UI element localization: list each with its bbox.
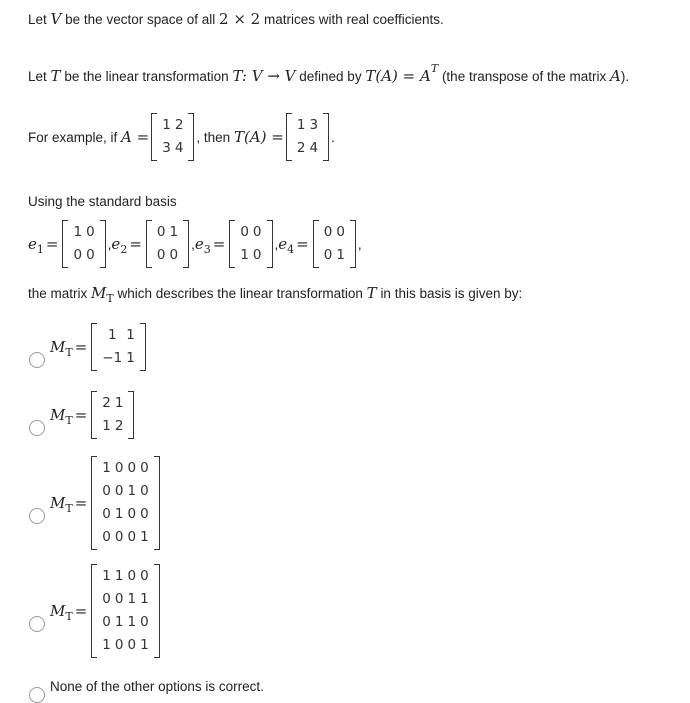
matrix-cell: 0 <box>323 224 333 240</box>
intro-matrices: matrices with real coefficients. <box>263 11 444 27</box>
matrix-cell: 0 <box>102 591 111 607</box>
matrix-cell: 0 <box>252 247 262 263</box>
matrix-cell: 1 <box>102 568 111 584</box>
option-d-matrix <box>91 564 159 658</box>
matrix-cell: 0 <box>140 483 149 499</box>
option-d[interactable] <box>50 564 162 658</box>
matrix-cell: 0 <box>102 483 111 499</box>
matrix-cell: 0 <box>114 483 124 499</box>
e2-matrix <box>146 220 189 268</box>
e1-letter: e <box>28 235 37 253</box>
transform-close: ). <box>620 68 630 84</box>
matrix-cell: 1 <box>140 591 149 607</box>
transform-defined: defined by <box>299 68 362 84</box>
option-c-eq: = <box>74 494 88 512</box>
example-line <box>28 113 335 161</box>
example-end: . <box>331 129 335 145</box>
question-line <box>28 284 523 305</box>
matrix-cell: 0 <box>240 224 249 240</box>
option-a-radio[interactable] <box>29 352 45 368</box>
e3-comma: , <box>274 236 279 252</box>
option-d-sub: T <box>65 609 73 623</box>
matrix-cell: 0 <box>102 529 111 545</box>
matrix-cell: 0 <box>127 506 137 522</box>
transform-paren: (the transpose of the matrix <box>441 68 607 84</box>
matrix-cell: 0 <box>140 614 149 630</box>
matrix-cell: 2 <box>102 395 111 411</box>
example-for: For example, if <box>28 129 118 145</box>
example-rhs: T(A) = <box>233 128 284 146</box>
option-b-matrix-right-bracket <box>128 391 134 439</box>
transform-let: Let <box>28 68 47 84</box>
question-which: which describes the linear transformation <box>117 285 363 301</box>
e4-sub: 4 <box>287 242 295 256</box>
matrix-cell: 1 <box>126 327 135 343</box>
matrix-cell: 4 <box>174 140 184 156</box>
matrix-cell: 1 <box>240 247 249 263</box>
option-b-radio[interactable] <box>29 420 45 436</box>
option-b[interactable] <box>50 391 136 439</box>
transform-lhs: T(A) = A <box>365 67 431 85</box>
option-a-eq: = <box>74 338 88 356</box>
matrix-cell: 0 <box>114 529 124 545</box>
matrix-cell: 0 <box>156 224 166 240</box>
matrix-cell: 0 <box>86 224 95 240</box>
option-none-radio[interactable] <box>29 687 45 703</box>
matrix-cell: 0 <box>336 224 345 240</box>
question-the: the matrix <box>28 285 88 301</box>
e4-matrix <box>313 220 356 268</box>
question-T: T <box>366 284 377 302</box>
option-d-radio[interactable] <box>29 616 45 632</box>
option-a-M: M <box>50 338 66 356</box>
matrix-cell: 0 <box>252 224 262 240</box>
e1-matrix <box>62 220 105 268</box>
e3-matrix-right-bracket <box>267 220 273 268</box>
matrix-cell: 1 <box>102 460 111 476</box>
option-a-sub: T <box>65 345 73 359</box>
matrix-cell: 0 <box>140 460 149 476</box>
transform-be: be the linear transformation <box>64 68 229 84</box>
matrix-cell: 0 <box>73 247 83 263</box>
option-c-sub: T <box>65 501 73 515</box>
option-a-matrix-right-bracket <box>140 323 146 371</box>
question-sub: T <box>106 291 114 305</box>
transform-line <box>28 61 630 85</box>
matrix-cell: 0 <box>114 591 124 607</box>
matrix-cell: 0 <box>102 614 111 630</box>
transform-sup: T <box>430 61 439 75</box>
matrix-cell: 3 <box>309 117 319 133</box>
question-M: M <box>91 284 107 302</box>
matrix-cell: 1 <box>127 483 137 499</box>
option-b-eq: = <box>74 406 88 424</box>
matrix-cell: 4 <box>309 140 319 156</box>
e1-matrix-right-bracket <box>100 220 106 268</box>
matrix-cell: 1 <box>162 117 171 133</box>
matrix-cell: 1 <box>140 529 149 545</box>
transform-T: T <box>50 67 61 85</box>
matrix-cell: 1 <box>107 327 117 343</box>
example-lhs: A = <box>121 128 150 146</box>
matrix-cell: 1 <box>126 350 135 366</box>
option-d-M: M <box>50 602 66 620</box>
option-c-radio[interactable] <box>29 508 45 524</box>
e4-letter: e <box>278 235 288 253</box>
basis-heading-text: Using the standard basis <box>28 194 177 209</box>
matrix-cell: 0 <box>169 247 179 263</box>
e1-sub: 1 <box>36 242 44 256</box>
matrix-cell: 0 <box>102 506 111 522</box>
intro-V: V <box>50 10 62 28</box>
option-b-matrix <box>91 391 134 439</box>
example-matrix-a <box>151 113 194 161</box>
e3-letter: e <box>194 235 204 253</box>
matrix-cell: 0 <box>140 568 149 584</box>
intro-line <box>28 10 444 28</box>
basis-heading <box>28 194 177 209</box>
matrix-cell: 2 <box>174 117 184 133</box>
option-none[interactable] <box>50 679 264 694</box>
e2-letter: e <box>111 235 121 253</box>
e2-comma: , <box>191 236 195 252</box>
matrix-cell: 1 <box>127 614 137 630</box>
e2-matrix-right-bracket <box>183 220 189 268</box>
matrix-cell: 1 <box>114 614 124 630</box>
matrix-cell: 1 <box>336 247 345 263</box>
intro-let: Let <box>28 11 47 27</box>
matrix-cell: 1 <box>127 591 137 607</box>
transform-map: T: V → V <box>232 67 296 85</box>
option-b-M: M <box>50 406 66 424</box>
intro-be: be the vector space of all <box>65 11 216 27</box>
option-c[interactable] <box>50 456 162 550</box>
e3-eq: = <box>212 235 226 253</box>
e4-comma: , <box>357 236 362 252</box>
matrix-cell: 1 <box>296 117 306 133</box>
matrix-cell: 1 <box>114 568 124 584</box>
option-b-sub: T <box>65 413 73 427</box>
matrix-cell: 0 <box>323 247 333 263</box>
matrix-cell: 1 <box>114 506 124 522</box>
option-c-matrix <box>91 456 159 550</box>
matrix-cell: 0 <box>127 568 137 584</box>
matrix-cell: 1 <box>73 224 83 240</box>
matrix-cell: 0 <box>156 247 166 263</box>
option-a-matrix <box>91 323 146 371</box>
transform-A: A <box>610 67 621 85</box>
matrix-cell: 0 <box>86 247 95 263</box>
matrix-cell: 0 <box>114 637 124 653</box>
matrix-cell: 1 <box>114 395 124 411</box>
question-basis: in this basis is given by: <box>380 285 523 301</box>
matrix-cell: 0 <box>127 637 137 653</box>
example-then: , then <box>196 129 231 145</box>
e4-eq: = <box>296 235 309 253</box>
matrix-cell: 1 <box>140 637 149 653</box>
e1-comma: , <box>107 236 112 252</box>
option-c-matrix-right-bracket <box>154 456 160 550</box>
matrix-cell: 2 <box>114 418 124 434</box>
intro-dims: 2 × 2 <box>219 10 261 28</box>
matrix-cell: 0 <box>127 460 137 476</box>
matrix-cell: 1 <box>102 637 111 653</box>
example-matrix-ta-right-bracket <box>323 113 329 161</box>
option-c-M: M <box>50 494 66 512</box>
e3-matrix <box>229 220 272 268</box>
matrix-cell: 0 <box>114 460 124 476</box>
matrix-cell: 3 <box>162 140 171 156</box>
option-none-text: None of the other options is correct. <box>50 679 264 694</box>
example-matrix-ta <box>286 113 329 161</box>
matrix-cell: 0 <box>127 529 137 545</box>
e2-sub: 2 <box>120 242 128 256</box>
option-d-eq: = <box>74 602 88 620</box>
example-matrix-a-right-bracket <box>188 113 194 161</box>
e2-eq: = <box>129 235 142 253</box>
matrix-cell: 1 <box>102 418 111 434</box>
basis-line <box>28 220 362 268</box>
e3-sub: 3 <box>203 242 211 256</box>
matrix-cell: 1 <box>169 224 179 240</box>
matrix-cell: 2 <box>296 140 306 156</box>
e1-eq: = <box>45 235 59 253</box>
matrix-cell: −1 <box>102 350 123 366</box>
matrix-cell: 0 <box>140 506 149 522</box>
option-a[interactable] <box>50 323 148 371</box>
e4-matrix-right-bracket <box>350 220 356 268</box>
option-d-matrix-right-bracket <box>154 564 160 658</box>
